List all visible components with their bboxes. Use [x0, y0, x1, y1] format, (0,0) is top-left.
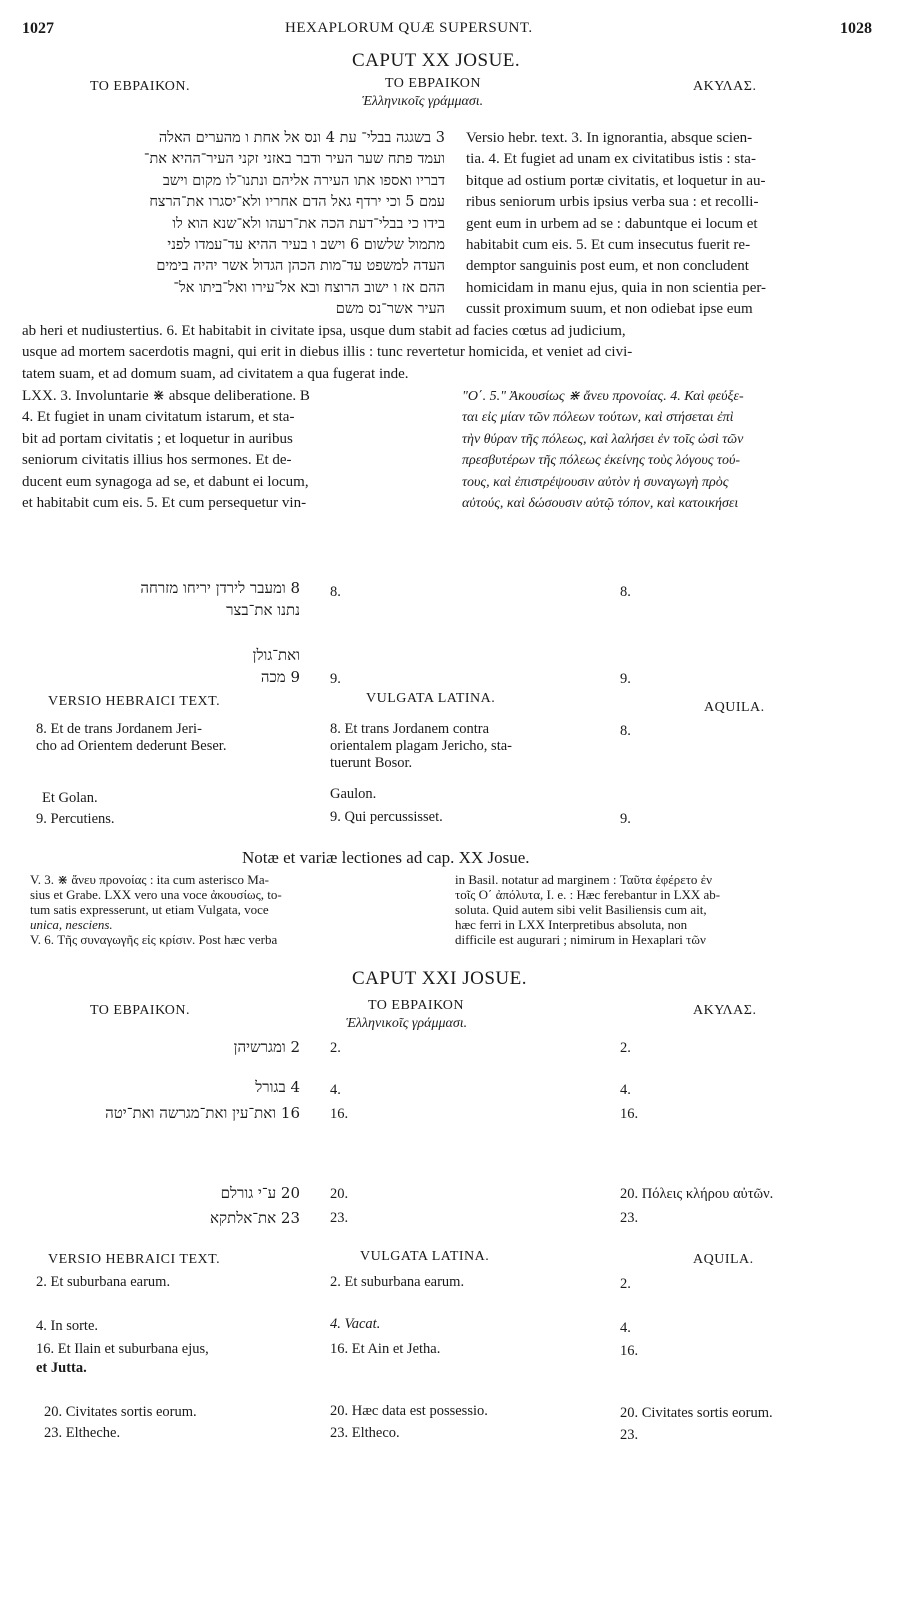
latin-golan-versio: Et Golan. [42, 790, 98, 806]
v20-col2: 20. [330, 1186, 349, 1202]
v2-hebrew: 2 ומגרשיהן [233, 1038, 300, 1056]
lat21-v4-vulgata: 4. Vacat. [330, 1316, 381, 1332]
lxx-line: 4. Et fugiet in unam civitatum istarum, et sta- [22, 409, 295, 426]
latin-heading-vulgata: VULGATA LATINA. [366, 691, 496, 706]
notes-title: Notæ et variæ lectiones ad cap. XX Josue. [242, 848, 530, 867]
v23-hebrew: 23 את־אלתקא [210, 1209, 300, 1227]
v9-col2: 9. [330, 671, 341, 687]
lat21-v2-vulgata: 2. Et suburbana earum. [330, 1274, 465, 1290]
v2-col3: 2. [620, 1040, 631, 1056]
col-heading-hebrew: ΤΟ ΕΒΡΑΙΚΟΝ. [90, 1003, 190, 1018]
lxx-line: LXX. 3. Involuntarie ⋇ absque deliberatione. B [22, 388, 310, 404]
col-subheading-greek-letters: Ἑλληνικοῖς γράμμασι. [346, 1016, 468, 1031]
text-line: tuerunt Bosor. [330, 755, 413, 771]
versio-line: cussit proximum suum, et non odiebat ipse eum [466, 301, 753, 318]
chapter-xx-title: CAPUT XX JOSUE. [352, 50, 521, 71]
latin-heading-versio: VERSIO HEBRAICI TEXT. [48, 1252, 221, 1267]
v4-col2: 4. [330, 1082, 341, 1098]
v9-hebrew-line-1: ואת־גולן [252, 646, 300, 664]
chapter-xxi-title: CAPUT XXI JOSUE. [352, 968, 527, 989]
note-line: hæc ferri in LXX Interpretibus absoluta, non [455, 917, 688, 932]
col-heading-aquila: ΑΚΥΛΑΣ. [693, 1003, 757, 1018]
notes-right-column [455, 872, 885, 947]
lat21-v4-aquila: 4. [620, 1320, 631, 1336]
latin-v8-vulgata [330, 721, 512, 772]
v16-col2: 16. [330, 1106, 349, 1122]
versio-line: ab heri et nudiustertius. 6. Et habitabit in civitate ipsa, usque dum stabit ad facies cœtus ad judicium, [22, 323, 626, 339]
note-line: τοῖς Ο΄ ἀπόλυτα, I. e. : Hæc ferebantur in LXX ab- [455, 887, 721, 902]
v4-col3: 4. [620, 1082, 631, 1098]
note-line: sius et Grabe. LXX vero una voce ἀκουσίως, to- [30, 887, 282, 902]
latin-heading-aquila: AQUILA. [704, 700, 765, 715]
lxx-line: seniorum civitatis illius hos sermones. Et de- [22, 452, 292, 469]
lat21-v16-versio-cont: et Jutta. [36, 1360, 87, 1376]
lxx-line: bit ad portam civitatis ; et loquetur in auribus [22, 430, 293, 447]
v8-col2: 8. [330, 584, 341, 600]
lat21-v2-aquila: 2. [620, 1276, 631, 1292]
versio-line: habitabit cum eis. 5. Et cum insecutus fuerit re- [466, 237, 751, 254]
versio-line: ribus seniorum urbis ipsius verba sua : et recolli- [466, 194, 759, 211]
v16-hebrew: 16 ואת־עין ואת־מגרשה ואת־יטה [105, 1104, 300, 1122]
versio-hebr-text-block [466, 128, 766, 321]
page-number-right: 1028 [840, 20, 872, 37]
v23-col3: 23. [620, 1210, 639, 1226]
hebrew-line: בידו כי בבלי־דעת הכה את־רעהו ולא־שנא הוא לו [172, 215, 445, 232]
v9-hebrew-line-2: 9 מכה [260, 668, 300, 686]
col-heading-hebrew-greek: ΤΟ ΕΒΡΑΙΚΟΝ [368, 998, 464, 1013]
col-heading-aquila: ΑΚΥΛΑΣ. [693, 79, 757, 94]
versio-line: tatem suam, et ad domum suam, ad civitatem a qua fugerat inde. [22, 365, 409, 382]
col-subheading-greek-letters: Ἑλληνικοῖς γράμμασι. [362, 94, 484, 109]
hebrew-line: דבריו ואספו אתו העירה אליהם ונתנו־לו מקום וישב [162, 172, 445, 189]
latin-v9-vulgata: 9. Qui percussisset. [330, 809, 443, 825]
note-line: unica, nesciens. [30, 917, 113, 932]
lat21-v16-versio: 16. Et Ilain et suburbana ejus, [36, 1341, 209, 1357]
greek-line: αὐτούς, καὶ δώσουσιν αὐτῷ τόπον, καὶ κατοικήσει [462, 496, 739, 512]
v20-col3: 20. Πόλεις κλήρου αὐτῶν. [620, 1186, 774, 1202]
v16-col3: 16. [620, 1106, 639, 1122]
v8-hebrew-line-2: נתנו את־בצר [226, 601, 300, 619]
text-line: 8. Et trans Jordanem contra [330, 721, 490, 737]
v8-col3: 8. [620, 584, 631, 600]
text-line: cho ad Orientem dederunt Beser. [36, 738, 227, 754]
lxx-greek-block [462, 386, 744, 514]
lat21-v20-aquila: 20. Civitates sortis eorum. [620, 1405, 773, 1421]
latin-heading-vulgata: VULGATA LATINA. [360, 1249, 490, 1264]
v23-col2: 23. [330, 1210, 349, 1226]
v9-col3: 9. [620, 671, 631, 687]
versio-continuation [22, 321, 632, 385]
lat21-v16-aquila: 16. [620, 1343, 639, 1359]
note-line: tum satis expresserunt, ut etiam Vulgata, voce [30, 902, 269, 917]
hebrew-line: עמם 5 וכי ירדף גאל הדם אחריו ולא־יסגרו את־הרצח [149, 194, 445, 211]
running-title: HEXAPLORUM QUÆ SUPERSUNT. [285, 20, 533, 36]
hebrew-line: העדה למשפט עד־מות הכהן הגדול אשר יהיה בימים [156, 258, 445, 275]
hebrew-line: מתמול שלשום 6 וישב ו בעיר ההיא עד־עמדו לפני [167, 237, 445, 254]
greek-line: τους, καὶ ἐπιστρέψουσιν αὐτὸν ἡ συναγωγὴ πρὸς [462, 474, 729, 490]
note-line: in Basil. notatur ad marginem : Ταῦτα ἐφέρετο ἐν [455, 872, 713, 887]
versio-line: bitque ad ostium portæ civitatis, et loquetur in au- [466, 172, 766, 189]
lat21-v2-versio: 2. Et suburbana earum. [36, 1274, 171, 1290]
versio-line: gent eum in urbem ad se : dabuntque ei locum et [466, 215, 758, 232]
latin-v9-aquila: 9. [620, 811, 631, 827]
note-line: difficile est augurari ; nimirum in Hexaplari τῶν [455, 932, 706, 947]
col-heading-hebrew-greek: ΤΟ ΕΒΡΑΙΚΟΝ [385, 76, 481, 91]
lat21-v20-vulgata: 20. Hæc data est possessio. [330, 1403, 488, 1419]
note-line: soluta. Quid autem sibi velit Basiliensis cum ait, [455, 902, 707, 917]
col-heading-hebrew: ΤΟ ΕΒΡΑΙΚΟΝ. [90, 79, 190, 94]
greek-line: ται εἰς μίαν τῶν πόλεων τούτων, καὶ στήσεται ἐπὶ [462, 410, 734, 426]
lat21-v16-vulgata: 16. Et Ain et Jetha. [330, 1341, 441, 1357]
lat21-v20-versio: 20. Civitates sortis eorum. [44, 1404, 197, 1420]
hebrew-line: ההם אז ו ישוב הרוצח ובא אל־עירו ואל־ביתו אל־ [173, 279, 445, 296]
lat21-v4-versio: 4. In sorte. [36, 1318, 99, 1334]
lat21-v23-aquila: 23. [620, 1427, 639, 1443]
v20-hebrew: 20 ע־י גורלם [220, 1184, 300, 1202]
hebrew-line: ועמד פתח שער העיר ודבר באזני זקני העיר־ההיא את־ [143, 151, 445, 168]
lat21-v23-vulgata: 23. Eltheco. [330, 1425, 400, 1441]
v2-col2: 2. [330, 1040, 341, 1056]
versio-line: homicidam in manu ejus, quia in non scientia per- [466, 279, 767, 296]
notes-left-column [30, 872, 450, 947]
hebrew-text-block [20, 128, 445, 321]
note-line: V. 3. ⋇ ἄνευ προνοίας : ita cum asterisco Ma- [30, 872, 269, 887]
versio-line: demptor sanguinis post eum, et non concludent [466, 258, 749, 275]
lxx-latin-block [22, 386, 310, 514]
latin-golan-vulgata: Gaulon. [330, 786, 377, 802]
note-line: V. 6. Τῆς συναγωγῆς εἰς κρίσιν. Post hæc verba [30, 932, 278, 947]
lat21-v23-versio: 23. Eltheche. [44, 1425, 121, 1441]
text-line: 8. Et de trans Jordanem Jeri- [36, 721, 202, 737]
text-line: orientalem plagam Jericho, sta- [330, 738, 512, 754]
v4-hebrew: 4 בגורל [255, 1078, 300, 1096]
latin-heading-versio: VERSIO HEBRAICI TEXT. [48, 694, 221, 709]
lxx-line: et habitabit cum eis. 5. Et cum persequetur vin- [22, 495, 307, 512]
versio-line: tia. 4. Et fugiet ad unam ex civitatibus istis : sta- [466, 151, 756, 168]
hebrew-line: העיר אשר־נס משם [335, 301, 445, 318]
latin-v8-aquila: 8. [620, 723, 631, 739]
versio-line: usque ad mortem sacerdotis magni, qui erit in diebus illis : tunc revertetur homicida, et veniet ad civi- [22, 344, 633, 361]
latin-v9-versio: 9. Percutiens. [36, 811, 115, 827]
lxx-line: ducent eum synagoga ad se, et dabunt ei locum, [22, 473, 309, 490]
latin-v8-versio [36, 721, 226, 755]
greek-line: "Ο΄. 5." Ἀκουσίως ⋇ ἄνευ προνοίας. 4. Καὶ φεύξε- [462, 389, 744, 404]
hebrew-line: 3 בשגגה בבלי־ עת 4 ונס אל אחת ו מהערים האלה [158, 130, 445, 146]
greek-line: πρεσβυτέρων τῆς πόλεως ἐκείνης τοὺς λόγους τού- [462, 453, 741, 469]
latin-heading-aquila: AQUILA. [693, 1252, 754, 1267]
page-number-left: 1027 [22, 20, 54, 37]
versio-line: Versio hebr. text. 3. In ignorantia, absque scien- [466, 130, 753, 146]
v8-hebrew-line-1: 8 ומעבר לירדן יריחו מזרחה [140, 579, 300, 597]
greek-line: τὴν θύραν τῆς πόλεως, καὶ λαλήσει ἐν τοῖς ὠσὶ τῶν [462, 431, 744, 447]
